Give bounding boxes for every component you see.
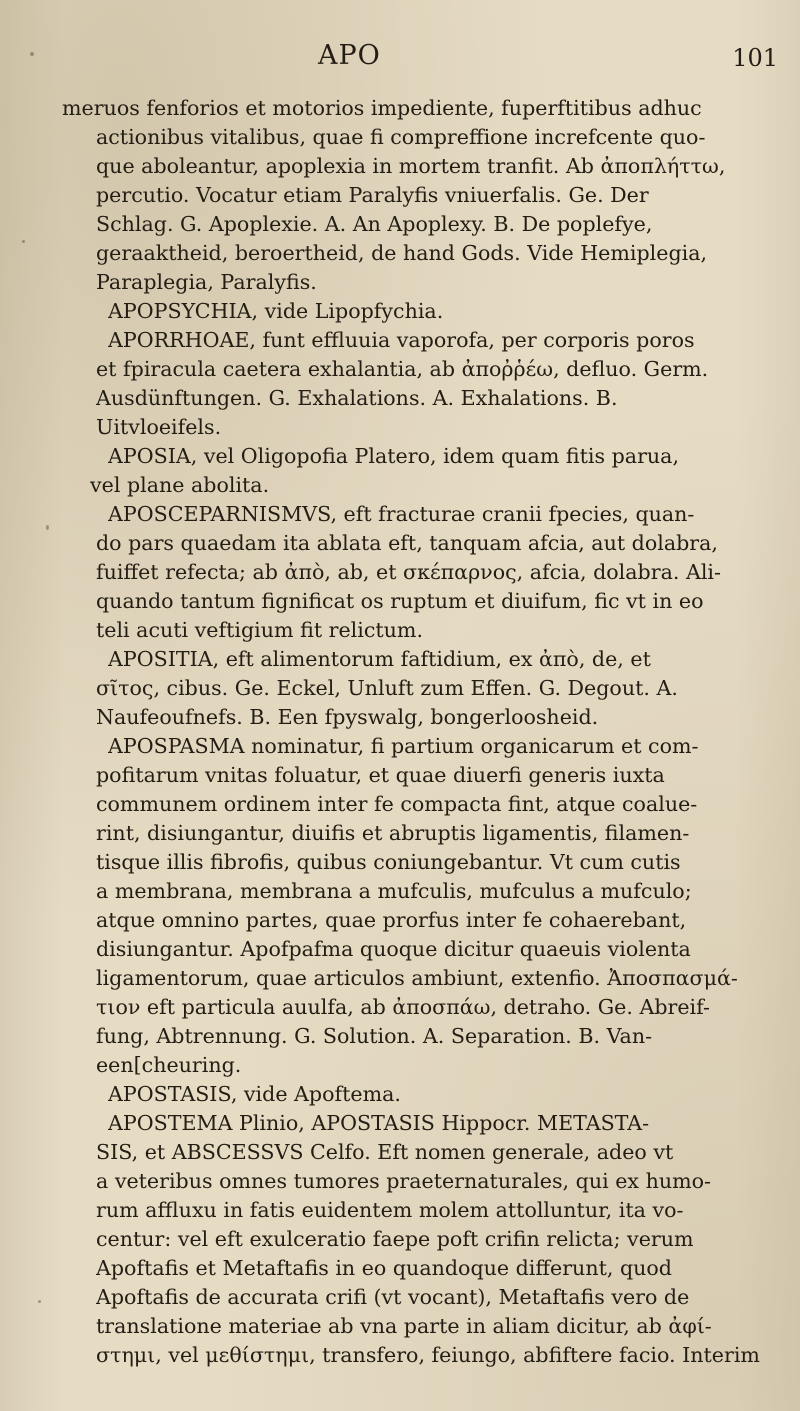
text-line: Paraplegia, Paralyfis. bbox=[96, 270, 317, 294]
text-line: centur: vel eft exulceratio faepe poft crifin relicta; verum bbox=[96, 1227, 694, 1251]
entry-headword-line: APOSTEMA Plinio, APOSTASIS Hippocr. METASTA- bbox=[108, 1111, 650, 1135]
running-head: APO bbox=[318, 40, 381, 71]
text-line: Ausdünftungen. G. Exhalations. A. Exhalations. B. bbox=[96, 386, 618, 410]
paper-speck bbox=[38, 1300, 41, 1303]
text-line: meruos fenforios et motorios impediente, fuperftitibus adhuc bbox=[62, 96, 702, 120]
text-line: que aboleantur, apoplexia in mortem tranfit. Ab ἀποπλήττω, bbox=[96, 154, 726, 178]
paper-speck bbox=[30, 52, 34, 56]
text-line: translatione materiae ab vna parte in aliam dicitur, ab ἀφί- bbox=[96, 1314, 712, 1338]
text-line: disiungantur. Apofpafma quoque dicitur quaeuis violenta bbox=[96, 937, 691, 961]
text-line: fung, Abtrennung. G. Solution. A. Separation. B. Van- bbox=[96, 1024, 653, 1048]
text-line: Uitvloeifels. bbox=[96, 415, 222, 439]
text-line: Naufeoufnefs. B. Een fpyswalg, bongerloosheid. bbox=[96, 705, 599, 729]
text-line: στημι, vel μεθίστημι, transfero, feiungo, abfiftere facio. Interim bbox=[96, 1343, 760, 1367]
entry-headword-line: APORRHOAE, funt effluuia vaporofa, per corporis poros bbox=[108, 328, 695, 352]
dictionary-text bbox=[0, 90, 800, 1390]
text-line: ligamentorum, quae articulos ambiunt, extenfio. Ἀποσπασμά- bbox=[96, 966, 738, 990]
text-line: communem ordinem inter fe compacta fint, atque coalue- bbox=[96, 792, 698, 816]
entry-headword-line: APOSIA, vel Oligopofia Platero, idem quam fitis parua, bbox=[108, 444, 680, 468]
text-line: fuiffet refecta; ab ἀπὸ, ab, et σκέπαρνος, afcia, dolabra. Ali- bbox=[96, 560, 721, 584]
text-line: et fpiracula caetera exhalantia, ab ἀποῤῥέω, defluo. Germ. bbox=[96, 357, 709, 381]
entry-headword-line: APOSCEPARNISMVS, eft fracturae cranii fpecies, quan- bbox=[108, 502, 695, 526]
text-line: vel plane abolita. bbox=[90, 473, 270, 497]
text-line: quando tantum fignificat os ruptum et diuifum, fic vt in eo bbox=[96, 589, 704, 613]
text-line: teli acuti veftigium fit relictum. bbox=[96, 618, 423, 642]
page-number: 101 bbox=[732, 44, 778, 72]
text-line: een[cheuring. bbox=[96, 1053, 242, 1077]
paper-speck bbox=[46, 525, 49, 530]
text-line: geraaktheid, beroertheid, de hand Gods. Vide Hemiplegia, bbox=[96, 241, 708, 265]
entry-headword-line: APOSPASMA nominatur, fi partium organicarum et com- bbox=[108, 734, 699, 758]
text-line: actionibus vitalibus, quae fi compreffione increfcente quo- bbox=[96, 125, 706, 149]
text-line: pofitarum vnitas foluatur, et quae diuerfi generis iuxta bbox=[96, 763, 665, 787]
entry-headword-line: APOPSYCHIA, vide Lipopfychia. bbox=[108, 299, 444, 323]
paper-speck bbox=[22, 240, 25, 243]
text-line: a veteribus omnes tumores praeternaturales, qui ex humo- bbox=[96, 1169, 711, 1193]
page-header bbox=[0, 40, 800, 80]
text-line: σῖτος, cibus. Ge. Eckel, Unluft zum Effen. G. Degout. A. bbox=[96, 676, 678, 700]
text-line: rint, disiungantur, diuifis et abruptis ligamentis, filamen- bbox=[96, 821, 690, 845]
text-line: a membrana, membrana a mufculis, mufculus a mufculo; bbox=[96, 879, 692, 903]
text-line: τιον eft particula auulfa, ab ἀποσπάω, detraho. Ge. Abreif- bbox=[96, 995, 710, 1019]
text-line: Apoftafis de accurata crifi (vt vocant), Metaftafis vero de bbox=[96, 1285, 690, 1309]
text-line: tisque illis fibrofis, quibus coniungebantur. Vt cum cutis bbox=[96, 850, 681, 874]
text-line: do pars quaedam ita ablata eft, tanquam afcia, aut dolabra, bbox=[96, 531, 718, 555]
text-line: SIS, et ABSCESSVS Celfo. Eft nomen generale, adeo vt bbox=[96, 1140, 674, 1164]
entry-headword-line: APOSITIA, eft alimentorum faftidium, ex ἀπὸ, de, et bbox=[108, 647, 651, 671]
entry-headword-line: APOSTASIS, vide Apoftema. bbox=[108, 1082, 401, 1106]
text-line: atque omnino partes, quae prorfus inter fe cohaerebant, bbox=[96, 908, 687, 932]
text-line: percutio. Vocatur etiam Paralyfis vniuerfalis. Ge. Der bbox=[96, 183, 649, 207]
text-line: Apoftafis et Metaftafis in eo quandoque differunt, quod bbox=[96, 1256, 672, 1280]
text-line: rum affluxu in fatis euidentem molem attolluntur, ita vo- bbox=[96, 1198, 684, 1222]
text-line: Schlag. G. Apoplexie. A. An Apoplexy. B. De poplefye, bbox=[96, 212, 653, 236]
